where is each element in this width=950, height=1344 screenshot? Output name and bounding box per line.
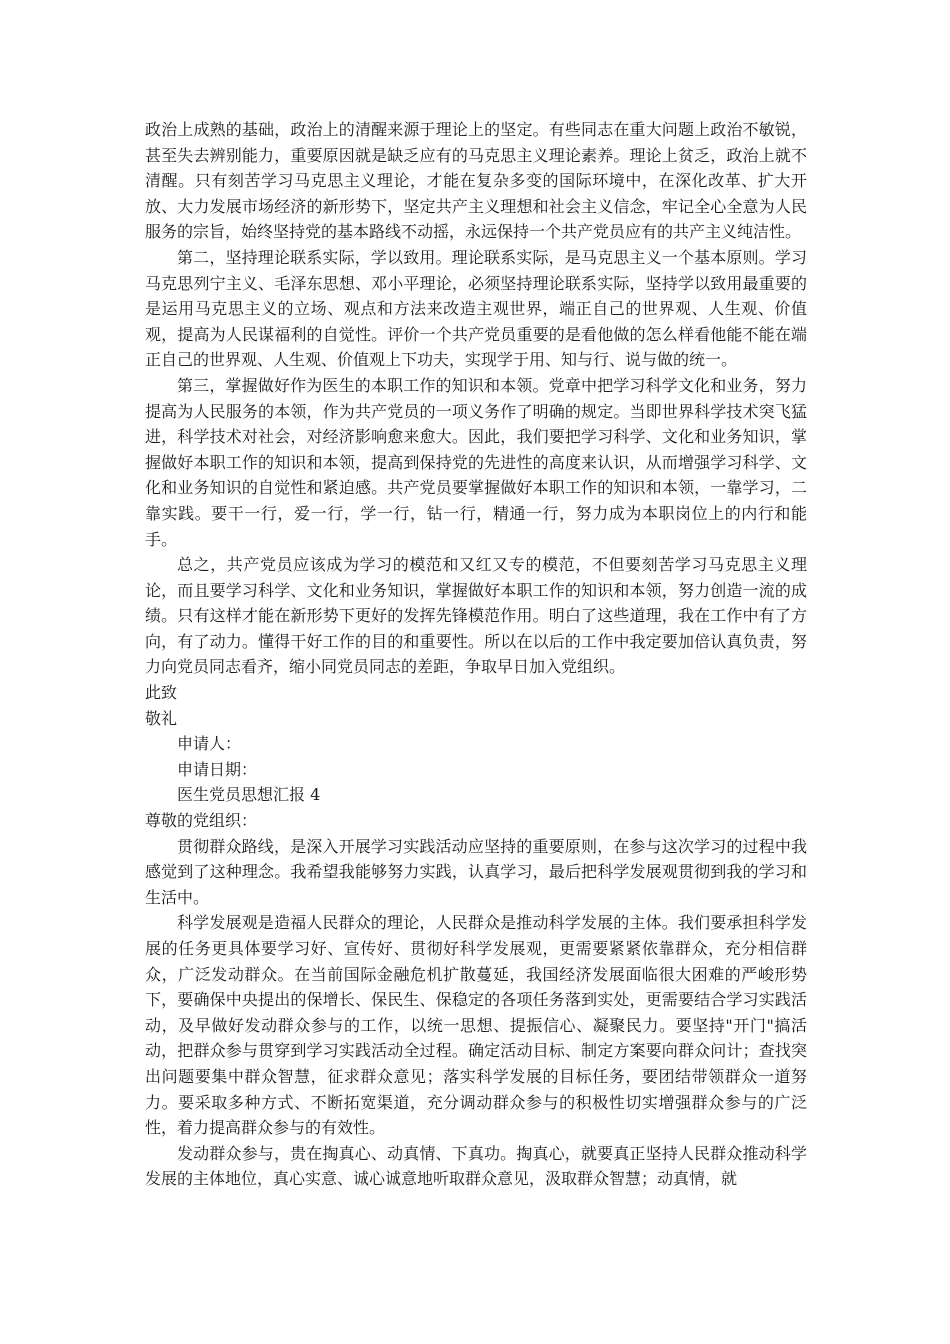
paragraph-2: 第二，坚持理论联系实际，学以致用。理论联系实际，是马克思主义一个基本原则。学习马克思列宁主义、毛泽东思想、邓小平理论，必须坚持理论联系实际，坚持学以致用最重要的是运用马克思主义的立场、观点和方法来改造主观世界，端正自己的世界观、人生观、价值观，提高为人民谋福利的自觉性。评价一个共产党员重要的是看他做的怎么样看他能不能在端正自己的世界观、人生观、价值观上下功夫，实现学于用、知与行、说与做的统一。 xyxy=(145,247,807,370)
paragraph-3: 第三，掌握做好作为医生的本职工作的知识和本领。党章中把学习科学文化和业务，努力提高为人民服务的本领，作为共产党员的一项义务作了明确的规定。当即世界科学技术突飞猛进，科学技术对社会，对经济影响愈来愈大。因此，我们要把学习科学、文化和业务知识，掌握做好本职工作的知识和本领，提高到保持党的先进性的高度来认识，从而增强学习科学、文化和业务知识的自觉性和紧迫感。共产党员要掌握做好本职工作的知识和本领，一靠学习，二靠实践。要干一行，爱一行，学一行，钻一行，精通一行，努力成为本职岗位上的内行和能手。 xyxy=(145,375,807,549)
section-title: 医生党员思想汇报 4 xyxy=(177,785,321,805)
applicant-label: 申请人： xyxy=(177,734,242,754)
paragraph-1: 政治上成熟的基础，政治上的清醒来源于理论上的坚定。有些同志在重大问题上政治不敏锐，甚至失去辨别能力，重要原因就是缺乏应有的马克思主义理论素养。理论上贫乏，政治上就不清醒。只有刻苦学习马克思主义理论，才能在复杂多变的国际环境中，在深化改革、扩大开放、大力发展市场经济的新形势下，坚定共产主义理想和社会主义信念，牢记全心全意为人民服务的宗旨，始终坚持党的基本路线不动摇，永远保持一个共产党员应有的共产主义纯洁性。 xyxy=(145,120,807,242)
closing-regards: 敬礼 xyxy=(145,708,178,728)
paragraph-13: 发动群众参与，贵在掏真心、动真情、下真功。掏真心，就要真正坚持人民群众推动科学发展的主体地位，真心实意、诚心诚意地听取群众意见，汲取群众智慧；动真情，就 xyxy=(145,1143,807,1189)
paragraph-4: 总之，共产党员应该成为学习的模范和又红又专的模范，不但要刻苦学习马克思主义理论，而且要学习科学、文化和业务知识，掌握做好本职工作的知识和本领，努力创造一流的成绩。只有这样才能在新形势下更好的发挥先锋模范作用。明白了这些道理，我在工作中有了方向，有了动力。懂得干好工作的目的和重要性。所以在以后的工作中我定要加倍认真负责，努力向党员同志看齐，缩小同党员同志的差距，争取早日加入党组织。 xyxy=(145,555,807,677)
greeting: 尊敬的党组织： xyxy=(145,811,258,831)
application-date-label: 申请日期： xyxy=(177,759,258,779)
closing-salutation: 此致 xyxy=(145,683,178,703)
paragraph-12: 科学发展观是造福人民群众的理论，人民群众是推动科学发展的主体。我们要承担科学发展的任务更具体要学习好、宣传好、贯彻好科学发展观，更需要紧紧依靠群众，充分相信群众，广泛发动群众。在当前国际金融危机扩散蔓延，我国经济发展面临很大困难的严峻形势下，要确保中央提出的保增长、保民生、保稳定的各项任务落到实处，更需要结合学习实践活动，及早做好发动群众参与的工作，以统一思想、提振信心、凝聚民力。要坚持"开门"搞活动，把群众参与贯穿到学习实践活动全过程。确定活动目标、制定方案要向群众问计；查找突出问题要集中群众智慧，征求群众意见；落实科学发展的目标任务，要团结带领群众一道努力。要采取多种方式、不断拓宽渠道，充分调动群众参与的积极性切实增强群众参与的广泛性，着力提高群众参与的有效性。 xyxy=(145,913,807,1138)
document-page xyxy=(145,117,807,1192)
paragraph-11: 贯彻群众路线，是深入开展学习实践活动应坚持的重要原则，在参与这次学习的过程中我感觉到了这种理念。我希望我能够努力实践，认真学习，最后把科学发展观贯彻到我的学习和生活中。 xyxy=(145,836,807,907)
